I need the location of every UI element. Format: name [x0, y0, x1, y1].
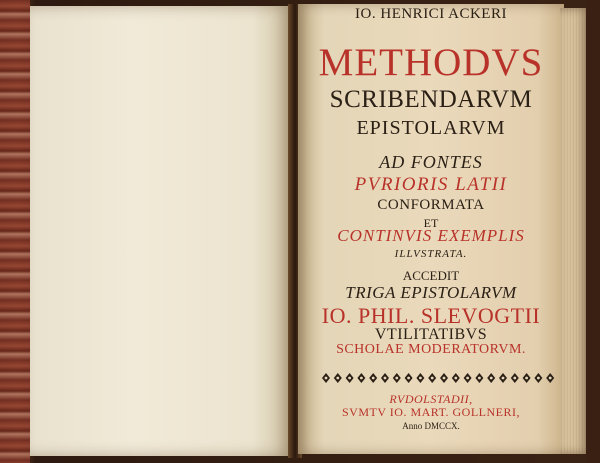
title-line-11: IO. PHIL. SLEVOGTII — [321, 303, 541, 328]
title-line-2: EPISTOLARVM — [356, 117, 506, 139]
imprint-printer: SVMTV IO. MART. GOLLNERI, — [342, 405, 520, 419]
ornament-dot — [454, 377, 457, 380]
ornament-dot — [431, 377, 434, 380]
ornament-dot — [466, 377, 469, 380]
ornament-dot — [372, 377, 375, 380]
ornament-dot — [513, 377, 516, 380]
ornament-dot — [478, 377, 481, 380]
title-line-6: ET — [423, 216, 439, 230]
blank-left-page — [30, 6, 292, 456]
book-cover-edge — [586, 0, 600, 463]
title-line-10: TRIGA EPISTOLARVM — [345, 283, 517, 302]
title-line-3: AD FONTES — [379, 152, 483, 172]
title-line-1: SCRIBENDARVM — [329, 86, 533, 113]
ornament-dot — [443, 377, 446, 380]
ornament-dot — [525, 377, 528, 380]
imprint-year: Anno DMCCX. — [402, 421, 460, 431]
marbled-endpaper-edge — [0, 0, 30, 463]
ornament-dot — [537, 377, 540, 380]
title-line-4: PVRIORIS LATII — [354, 174, 508, 195]
ornamental-rule — [320, 372, 556, 384]
ornament-dot — [336, 377, 339, 380]
title-line-8: ILLVSTRATA. — [394, 248, 468, 260]
imprint-place: RVDOLSTADII, — [389, 392, 473, 406]
main-title: METHODVS — [318, 41, 544, 84]
author-line: IO. HENRICI ACKERI — [355, 6, 507, 22]
ornament-dot — [407, 377, 410, 380]
ornament-dot — [502, 377, 505, 380]
title-line-13: SCHOLAE MODERATORVM. — [336, 342, 526, 357]
ornament-dot — [395, 377, 398, 380]
ornament-dot — [325, 377, 328, 380]
ornament-dot — [384, 377, 387, 380]
ornament-dot — [360, 377, 363, 380]
title-line-7: CONTINVIS EXEMPLIS — [337, 226, 525, 245]
title-line-9: ACCEDIT — [402, 268, 460, 283]
title-line-12: VTILITATIBVS — [374, 326, 488, 343]
ornament-dot — [419, 377, 422, 380]
ornament-dot — [549, 377, 552, 380]
ornament-dot — [348, 377, 351, 380]
ornament-dot — [490, 377, 493, 380]
title-line-5: CONFORMATA — [377, 197, 485, 213]
